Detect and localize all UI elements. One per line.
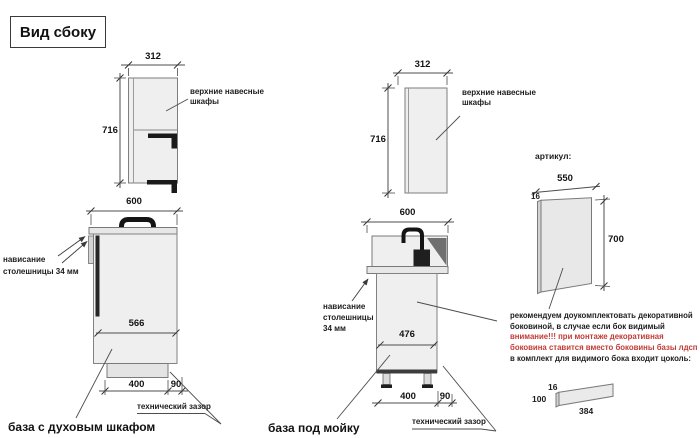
leader-line: [481, 429, 496, 431]
label-line: столешницы 34 мм: [3, 266, 79, 276]
left-tech-gap-label: технический зазор: [137, 402, 211, 411]
middle-wall-cabinet-label: [462, 88, 536, 108]
label-line: нависание: [3, 255, 46, 264]
leg: [424, 374, 431, 385]
middle-rear-gap-dim: 90: [439, 391, 451, 402]
left-wall-cabinet: [129, 78, 178, 193]
note-line: боковиной, в случае если бок видимый: [510, 321, 665, 331]
note-line: в комплект для видимого бока входит цоколь:: [510, 353, 691, 363]
overhang-arrow: [352, 279, 368, 301]
left-base-cabinet: [89, 220, 178, 378]
plinth-length-dim: 384: [579, 406, 594, 416]
plinth-front-face: [559, 384, 613, 406]
panel-height-dim: 700: [608, 234, 624, 245]
label-line: верхние навесные: [462, 88, 536, 97]
left-plinth-width-dim: 400: [128, 379, 145, 390]
left-wall-height-dim: 716: [102, 125, 118, 136]
decorative-side-panel: [538, 198, 592, 294]
note-line-warning: внимание!!! при монтаже декоративная: [510, 332, 664, 342]
label-line: столешницы: [323, 313, 374, 322]
left-inner-depth-dim: 566: [128, 318, 145, 329]
plinth: [107, 364, 168, 378]
middle-wall-height-dim: 716: [370, 134, 386, 145]
leg-foot: [422, 385, 433, 389]
base-bottom-edge: [377, 370, 438, 374]
label-line: нависание: [323, 302, 366, 311]
left-wall-width-dim: 312: [145, 51, 161, 62]
label-line: верхние навесные: [190, 87, 264, 96]
extension-line: [595, 199, 610, 200]
middle-base-cabinet: [367, 230, 448, 389]
leg: [383, 374, 390, 385]
plinth-piece: [556, 384, 613, 407]
plinth-height-dim: 100: [532, 394, 547, 404]
base-body: [94, 234, 178, 364]
middle-caption: база под мойку: [268, 421, 360, 435]
panel-width-dim: 550: [557, 173, 573, 184]
left-overhang-label: [3, 254, 79, 277]
extension-line: [595, 286, 610, 287]
countertop: [89, 228, 177, 235]
middle-inner-depth-dim: 476: [399, 329, 415, 340]
page-title: Вид сбоку: [19, 23, 97, 41]
plinth-thickness-dim: 16: [548, 382, 558, 392]
faucet-base: [414, 250, 431, 267]
middle-base-width-dim: 600: [399, 207, 416, 218]
panel-thickness-dim: 16: [531, 192, 540, 201]
countertop: [367, 267, 448, 274]
left-wall-cabinet-label: [190, 87, 264, 107]
middle-tech-gap-label: технический зазор: [412, 417, 486, 426]
oven-door-edge: [96, 236, 100, 317]
middle-overhang-label: [323, 301, 374, 334]
panel-edge-face: [538, 200, 542, 293]
label-line: шкафы: [462, 98, 491, 107]
title-box: [10, 16, 106, 48]
left-caption: база с духовым шкафом: [8, 420, 156, 434]
leg-foot: [381, 385, 392, 389]
recommendation-note: [510, 311, 700, 365]
label-line: шкафы: [190, 97, 219, 106]
wall-cabinet-body: [405, 88, 447, 193]
door-handle-profile: [172, 134, 178, 149]
middle-wall-width-dim: 312: [414, 59, 431, 70]
articul-label: артикул:: [535, 151, 572, 161]
note-line-warning: боковина ставится вместо боковины базы лдсп: [510, 343, 698, 353]
left-rear-gap-dim: 90: [170, 379, 182, 390]
oven-door-handle: [89, 236, 94, 264]
dim-line: [532, 186, 600, 192]
left-base-width-dim: 600: [126, 196, 142, 207]
note-line: рекомендуем доукомплектовать декоративной: [510, 311, 693, 320]
middle-wall-cabinet: [405, 88, 447, 193]
label-line: 34 мм: [323, 324, 346, 333]
middle-plinth-width-dim: 400: [400, 391, 416, 402]
panel-front-face: [541, 198, 592, 292]
left-base-width-dimension: [86, 208, 183, 226]
base-body: [377, 274, 438, 373]
door-handle-profile: [172, 180, 178, 193]
leader-line: [205, 414, 221, 425]
